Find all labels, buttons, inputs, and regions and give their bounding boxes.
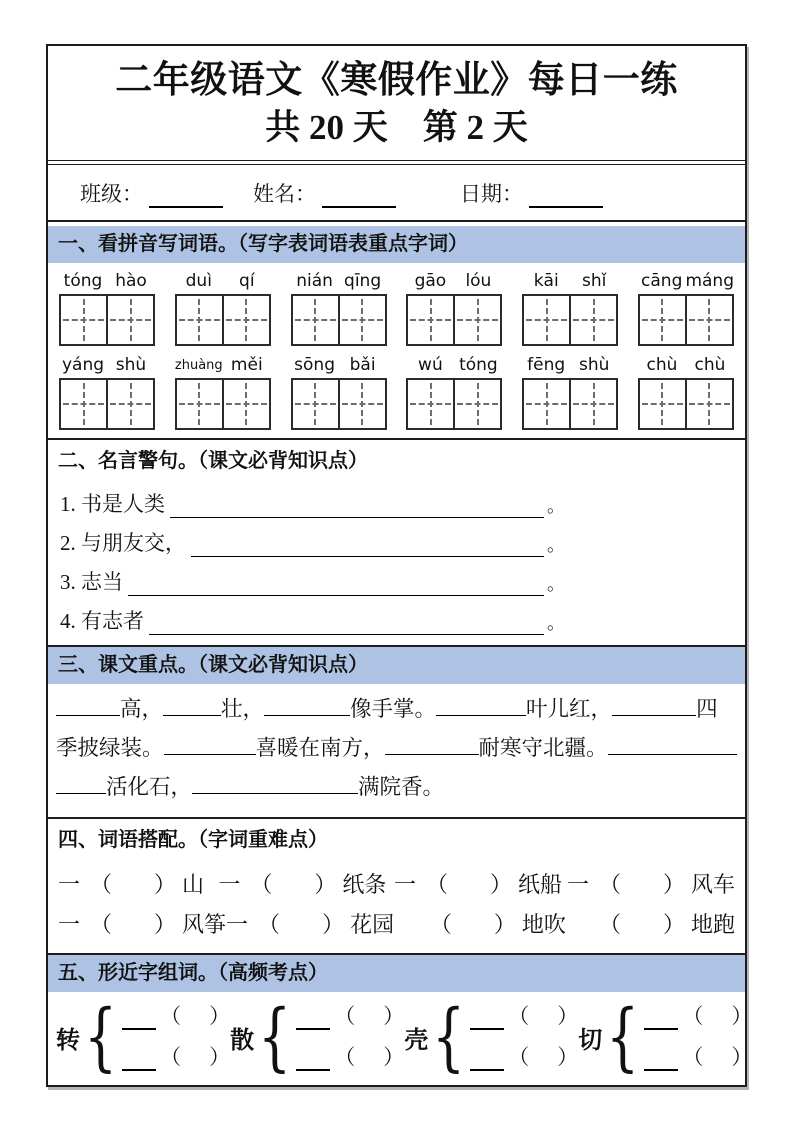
matching-item <box>394 870 567 899</box>
pinyin-syllable: qīng <box>344 271 382 291</box>
writing-grid[interactable] <box>406 294 502 346</box>
writing-grid-cell[interactable] <box>177 296 222 344</box>
matching-row <box>58 910 735 939</box>
matching-row <box>58 870 735 899</box>
measure-prefix: 一 <box>566 872 589 897</box>
word-blank-line[interactable] <box>296 1068 330 1071</box>
quote-item <box>60 530 565 557</box>
paren-close: ） <box>557 1044 579 1069</box>
cloze-text: 四 <box>696 697 718 721</box>
word-blank-line[interactable] <box>470 1068 504 1071</box>
word-blank-line[interactable] <box>122 1027 156 1030</box>
paren-close: ） <box>731 1003 753 1028</box>
section-5-header: 五、形近字组词。（高频考点） <box>48 955 745 992</box>
writing-grid-cell[interactable] <box>338 296 385 344</box>
date-field <box>460 178 603 208</box>
word-build-row <box>296 1045 404 1071</box>
matching-word: 山 <box>182 872 205 897</box>
writing-grid[interactable] <box>59 294 155 346</box>
paren-open: （ <box>90 872 113 897</box>
period-mark: 。 <box>547 496 565 516</box>
character-label: 切 <box>578 1026 603 1054</box>
answer-blank-line[interactable] <box>170 516 544 518</box>
paren-open: （ <box>598 872 621 897</box>
quote-item <box>60 608 565 635</box>
section-2-header: 二、名言警句。（课文必背知识点） <box>58 450 368 472</box>
writing-grid[interactable] <box>291 378 387 430</box>
paren-close: ） <box>154 872 177 897</box>
pinyin-syllable: wú <box>418 355 443 375</box>
writing-grid-cell[interactable] <box>293 380 338 428</box>
cloze-text: 壮， <box>221 697 265 721</box>
pinyin-syllable: chù <box>646 355 678 375</box>
word-build-row <box>122 1004 230 1030</box>
cloze-line <box>56 731 737 770</box>
writing-grid-cell[interactable] <box>177 380 222 428</box>
date-label: 日期： <box>460 182 523 206</box>
section-1-header: 一、看拼音写词语。（写字表词语表重点字词） <box>48 226 745 263</box>
matching-item <box>218 870 394 899</box>
similar-char-rows <box>470 1004 578 1071</box>
name-field <box>253 178 396 208</box>
worksheet-day-subtitle: 共 20 天 第 2 天 <box>265 108 528 147</box>
period-mark: 。 <box>547 535 565 555</box>
writing-grid[interactable] <box>406 378 502 430</box>
writing-grid[interactable] <box>638 294 734 346</box>
section-5-body <box>48 992 753 1085</box>
cloze-text: 叶儿红， <box>526 697 613 721</box>
measure-prefix: 一 <box>218 872 241 897</box>
writing-grid[interactable] <box>638 378 734 430</box>
answer-blank-line[interactable] <box>128 594 544 596</box>
worksheet-page <box>46 44 753 1087</box>
writing-grid-row <box>48 294 745 346</box>
title-block <box>48 46 745 161</box>
matching-item <box>226 910 398 939</box>
writing-grid[interactable] <box>59 378 155 430</box>
writing-grid-cell[interactable] <box>640 296 685 344</box>
similar-char-unit <box>56 994 231 1080</box>
pinyin-label <box>59 270 155 293</box>
pinyin-syllable: shù <box>578 355 610 375</box>
pinyin-label <box>638 354 734 377</box>
writing-grid-cell[interactable] <box>222 380 269 428</box>
brace-icon: { <box>258 994 292 1080</box>
pinyin-syllable: máng <box>685 271 734 291</box>
pinyin-label <box>406 270 502 293</box>
pinyin-label <box>522 354 618 377</box>
pinyin-label <box>522 270 618 293</box>
paren-close: ） <box>490 872 513 897</box>
writing-grid-cell[interactable] <box>408 380 453 428</box>
pinyin-syllable: zhuàng <box>174 358 223 373</box>
measure-prefix: 一 <box>58 912 81 937</box>
section-5-similar-chars <box>48 953 753 1085</box>
writing-grid-cell[interactable] <box>61 296 106 344</box>
paren-close: ） <box>209 1003 231 1028</box>
pinyin-label <box>638 270 734 293</box>
pinyin-label <box>291 270 387 293</box>
similar-char-unit <box>230 994 405 1080</box>
matching-item <box>58 910 226 939</box>
paren-close: ） <box>314 872 337 897</box>
paren-open: （ <box>90 912 113 937</box>
pinyin-syllable: fēng <box>527 355 566 375</box>
paren-open: （ <box>429 912 452 937</box>
matching-word: 纸条 <box>342 872 387 897</box>
name-blank-line[interactable] <box>322 205 396 208</box>
cloze-text: 喜暖在南方， <box>255 736 385 760</box>
pinyin-syllable: tóng <box>459 355 498 375</box>
similar-char-unit <box>404 994 579 1080</box>
section-2-quotes <box>48 438 745 645</box>
matching-word: 地吹 <box>521 912 566 937</box>
answer-blank-line[interactable] <box>163 714 221 716</box>
writing-grid-row <box>48 378 745 430</box>
pinyin-syllable: shù <box>115 355 147 375</box>
writing-grid-cell[interactable] <box>640 380 685 428</box>
brace-icon: { <box>84 994 118 1080</box>
writing-grid[interactable] <box>175 294 271 346</box>
similar-char-rows <box>296 1004 404 1071</box>
pinyin-row <box>48 354 745 377</box>
cloze-text: 季披绿装。 <box>56 736 164 760</box>
pinyin-syllable: qí <box>239 271 255 291</box>
quote-item <box>60 569 565 596</box>
writing-grid-cell[interactable] <box>453 296 500 344</box>
period-mark: 。 <box>547 613 565 633</box>
quote-prefix: 3. 志当 <box>60 570 123 594</box>
writing-grid-cell[interactable] <box>338 380 385 428</box>
pinyin-syllable: lóu <box>465 271 492 291</box>
pinyin-syllable: tóng <box>63 271 103 291</box>
matching-word: 风筝 <box>182 912 227 937</box>
paren-close: ） <box>731 1044 753 1069</box>
pinyin-syllable: sōng <box>294 355 335 375</box>
measure-prefix: 一 <box>226 912 249 937</box>
section-3-header: 三、课文重点。（课文必背知识点） <box>48 647 745 684</box>
word-blank-line[interactable] <box>122 1068 156 1071</box>
similar-char-rows <box>644 1004 752 1071</box>
pinyin-syllable: hào <box>115 271 147 291</box>
answer-blank-line[interactable] <box>264 714 350 716</box>
brace-icon: { <box>432 994 466 1080</box>
answer-blank-line[interactable] <box>149 633 544 635</box>
paren-close: ） <box>662 872 685 897</box>
paren-open: （ <box>250 872 273 897</box>
cloze-text: 满院香。 <box>358 775 445 799</box>
cloze-line <box>56 692 737 731</box>
word-build-row <box>296 1004 404 1030</box>
word-build-row <box>470 1004 578 1030</box>
cloze-text: 像手掌。 <box>350 697 437 721</box>
pinyin-syllable: yáng <box>61 355 105 375</box>
quote-prefix: 2. 与朋友交， <box>60 531 186 555</box>
similar-char-rows <box>122 1004 230 1071</box>
answer-blank-line[interactable] <box>191 555 544 557</box>
pinyin-syllable: měi <box>230 355 263 375</box>
writing-grid[interactable] <box>175 378 271 430</box>
writing-grid-cell[interactable] <box>61 380 106 428</box>
section-4-body <box>48 855 745 953</box>
writing-grid-cell[interactable] <box>408 296 453 344</box>
pinyin-syllable: duì <box>185 271 212 291</box>
writing-grid-cell[interactable] <box>685 296 732 344</box>
matching-item <box>567 910 735 939</box>
word-blank-line[interactable] <box>644 1068 678 1071</box>
student-info-row <box>48 164 745 222</box>
cloze-text: 耐寒守北疆。 <box>478 736 608 760</box>
writing-grid[interactable] <box>522 294 618 346</box>
paren-open: （ <box>508 1044 530 1069</box>
date-blank-line[interactable] <box>529 205 603 208</box>
pinyin-label <box>406 354 502 377</box>
matching-item <box>567 870 735 899</box>
matching-word: 花园 <box>350 912 395 937</box>
writing-grid-cell[interactable] <box>222 296 269 344</box>
quote-prefix: 4. 有志者 <box>60 609 144 633</box>
cloze-text: 活化石， <box>106 775 193 799</box>
measure-prefix: 一 <box>394 872 417 897</box>
paren-close: ） <box>383 1003 405 1028</box>
section-3-body <box>48 684 745 817</box>
paren-open: （ <box>682 1044 704 1069</box>
paren-close: ） <box>557 1003 579 1028</box>
paren-close: ） <box>383 1044 405 1069</box>
worksheet-title: 二年级语文《寒假作业》每日一练 <box>115 60 678 101</box>
answer-blank-line[interactable] <box>612 714 696 716</box>
writing-grid-cell[interactable] <box>569 380 616 428</box>
paren-close: ） <box>209 1044 231 1069</box>
writing-grid[interactable] <box>291 294 387 346</box>
writing-grid-cell[interactable] <box>453 380 500 428</box>
pinyin-label <box>59 354 155 377</box>
word-blank-line[interactable] <box>470 1027 504 1030</box>
pinyin-label <box>175 270 271 293</box>
writing-grid-cell[interactable] <box>685 380 732 428</box>
measure-prefix: 一 <box>58 872 81 897</box>
writing-grid-cell[interactable] <box>293 296 338 344</box>
name-label: 姓名： <box>253 182 316 206</box>
answer-blank-line[interactable] <box>56 792 106 794</box>
pinyin-row <box>48 270 745 293</box>
word-build-row <box>644 1004 752 1030</box>
paren-close: ） <box>154 912 177 937</box>
word-blank-line[interactable] <box>296 1027 330 1030</box>
character-label: 散 <box>230 1026 255 1054</box>
paren-open: （ <box>508 1003 530 1028</box>
similar-char-unit <box>578 994 753 1080</box>
word-build-row <box>470 1045 578 1071</box>
pinyin-label <box>175 354 271 377</box>
cloze-text: 高， <box>120 697 164 721</box>
brace-icon: { <box>606 994 640 1080</box>
matching-item <box>398 910 567 939</box>
quote-item <box>60 491 565 518</box>
word-blank-line[interactable] <box>644 1027 678 1030</box>
pinyin-syllable: nián <box>296 271 333 291</box>
paren-open: （ <box>334 1003 356 1028</box>
section-4-header: 四、词语搭配。（字词重难点） <box>58 829 328 851</box>
character-label: 转 <box>56 1026 80 1054</box>
writing-grid[interactable] <box>522 378 618 430</box>
section-4-word-matching <box>48 817 745 953</box>
class-blank-line[interactable] <box>149 205 223 208</box>
paren-open: （ <box>160 1003 182 1028</box>
writing-grid-cell[interactable] <box>524 296 569 344</box>
paren-open: （ <box>682 1003 704 1028</box>
paren-open: （ <box>258 912 281 937</box>
section-1-pinyin <box>48 222 745 430</box>
writing-grid-cell[interactable] <box>569 296 616 344</box>
period-mark: 。 <box>547 574 565 594</box>
quote-prefix: 1. 书是人类 <box>60 492 165 516</box>
paren-open: （ <box>334 1044 356 1069</box>
pinyin-syllable: bǎi <box>349 355 376 375</box>
pinyin-syllable: gāo <box>414 271 447 291</box>
paren-open: （ <box>160 1044 182 1069</box>
class-field <box>80 178 223 208</box>
answer-blank-line[interactable] <box>385 753 479 755</box>
answer-blank-line[interactable] <box>436 714 526 716</box>
pinyin-syllable: cāng <box>641 271 683 291</box>
matching-word: 地跑 <box>690 912 735 937</box>
paren-open: （ <box>598 912 621 937</box>
paren-open: （ <box>426 872 449 897</box>
writing-grid-cell[interactable] <box>106 296 153 344</box>
answer-blank-line[interactable] <box>56 714 120 716</box>
pinyin-label <box>291 354 387 377</box>
cloze-line <box>56 770 737 809</box>
paren-close: ） <box>493 912 516 937</box>
answer-blank-line[interactable] <box>608 753 737 755</box>
paren-close: ） <box>322 912 345 937</box>
section-3-text-cloze <box>48 645 745 817</box>
section-2-body <box>48 476 745 645</box>
paren-close: ） <box>662 912 685 937</box>
matching-item <box>58 870 218 899</box>
answer-blank-line[interactable] <box>164 753 256 755</box>
answer-blank-line[interactable] <box>192 792 358 794</box>
pinyin-syllable: chù <box>694 355 726 375</box>
pinyin-syllable: shǐ <box>582 271 607 291</box>
class-label: 班级： <box>80 182 143 206</box>
matching-word: 纸船 <box>518 872 563 897</box>
word-build-row <box>644 1045 752 1071</box>
matching-word: 风车 <box>690 872 735 897</box>
character-label: 壳 <box>404 1026 429 1054</box>
writing-grid-cell[interactable] <box>106 380 153 428</box>
pinyin-syllable: kāi <box>533 271 559 291</box>
word-build-row <box>122 1045 230 1071</box>
section-1-body <box>48 270 745 430</box>
writing-grid-cell[interactable] <box>524 380 569 428</box>
